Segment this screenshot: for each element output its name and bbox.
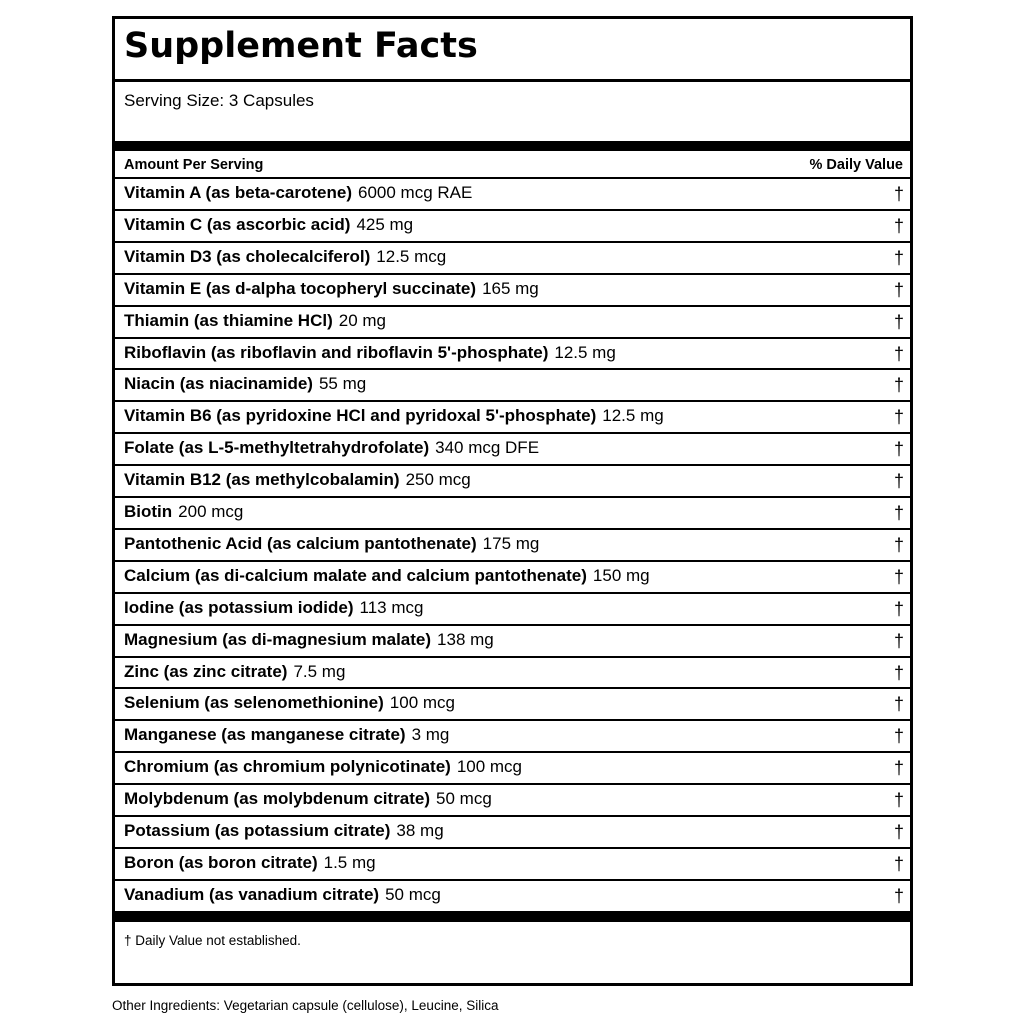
daily-value-dagger: †: [893, 726, 904, 747]
table-row: [115, 560, 910, 592]
nutrient-amount: 50 mcg: [385, 884, 441, 904]
daily-value-header: % Daily Value: [809, 157, 903, 173]
daily-value-dagger: †: [893, 885, 904, 906]
nutrient-name: Vitamin C (as ascorbic acid): [124, 214, 351, 234]
table-row: [115, 592, 910, 624]
daily-value-dagger: †: [893, 375, 904, 396]
daily-value-dagger: †: [893, 279, 904, 300]
table-row: [115, 624, 910, 656]
nutrient-label: [124, 661, 345, 683]
nutrient-name: Vanadium (as vanadium citrate): [124, 884, 380, 904]
nutrient-amount: 175 mg: [482, 533, 540, 553]
daily-value-dagger: †: [893, 822, 904, 842]
table-row: [115, 719, 910, 751]
nutrient-label: [124, 533, 539, 555]
nutrient-name: Biotin: [124, 502, 173, 521]
nutrient-name: Boron (as boron citrate): [124, 852, 318, 872]
table-row: [115, 337, 910, 369]
daily-value-dagger: †: [893, 853, 904, 874]
nutrient-name: Vitamin B12 (as methylcobalamin): [124, 470, 400, 490]
table-row: [115, 687, 910, 719]
nutrient-name: Zinc (as zinc citrate): [124, 661, 288, 681]
nutrient-amount: 7.5 mg: [293, 661, 346, 681]
table-bottom-divider: [115, 912, 910, 922]
nutrient-amount: 165 mg: [482, 278, 539, 298]
nutrient-amount: 12.5 mcg: [376, 246, 447, 266]
nutrient-amount: 150 mg: [592, 565, 650, 585]
table-row: [115, 528, 910, 560]
nutrient-name: Chromium (as chromium polynicotinate): [124, 757, 451, 777]
title-divider: [115, 79, 910, 82]
nutrient-amount: 6000 mcg RAE: [358, 183, 473, 202]
daily-value-dagger: †: [893, 694, 904, 715]
nutrient-label: [124, 437, 539, 459]
nutrient-name: Thiamin (as thiamine HCl): [124, 310, 333, 330]
nutrient-amount: 3 mg: [411, 725, 450, 745]
table-row: [115, 400, 910, 432]
table-row: [115, 783, 910, 815]
nutrient-label: [124, 469, 471, 491]
nutrient-name: Pantothenic Acid (as calcium pantothenate): [124, 533, 477, 553]
nutrient-label: [124, 405, 664, 427]
nutrient-label: [124, 884, 441, 906]
daily-value-dagger: †: [893, 630, 904, 651]
nutrient-name: Calcium (as di-calcium malate and calcium pantothenate): [124, 565, 587, 585]
nutrient-label: [124, 278, 539, 300]
daily-value-dagger: †: [893, 662, 904, 683]
daily-value-dagger: †: [893, 343, 904, 364]
daily-value-dagger: †: [893, 215, 904, 236]
nutrient-label: [124, 597, 423, 619]
table-row: [115, 464, 910, 496]
nutrient-amount: 12.5 mg: [602, 406, 664, 426]
nutrient-name: Niacin (as niacinamide): [124, 374, 313, 394]
table-row: [115, 177, 910, 209]
nutrient-label: [124, 214, 413, 236]
nutrient-label: [124, 373, 366, 395]
nutrient-amount: 250 mcg: [405, 470, 471, 490]
nutrient-name: Vitamin E (as d-alpha tocopheryl succinate): [124, 278, 477, 298]
table-row: [115, 751, 910, 783]
supplement-facts-panel: [112, 16, 913, 986]
nutrient-name: Riboflavin (as riboflavin and riboflavin 5'-phosphate): [124, 342, 549, 362]
nutrient-name: Magnesium (as di-magnesium malate): [124, 629, 432, 649]
table-row: [115, 368, 910, 400]
daily-value-dagger: †: [893, 407, 904, 428]
table-row: [115, 432, 910, 464]
nutrient-name: Vitamin D3 (as cholecalciferol): [124, 246, 371, 266]
nutrient-amount: 12.5 mg: [554, 342, 616, 362]
nutrient-name: Selenium (as selenomethionine): [124, 693, 384, 713]
nutrient-amount: 38 mg: [396, 821, 444, 840]
table-row: [115, 241, 910, 273]
nutrient-name: Potassium (as potassium citrate): [124, 821, 391, 840]
nutrient-amount: 55 mg: [318, 374, 367, 394]
nutrient-label: [124, 629, 494, 651]
serving-size: Serving Size: 3 Capsules: [124, 91, 314, 110]
nutrient-amount: 200 mcg: [178, 502, 244, 521]
nutrient-label: [124, 692, 455, 714]
nutrient-name: Vitamin B6 (as pyridoxine HCl and pyridoxal 5'-phosphate): [124, 406, 597, 426]
nutrient-label: [124, 342, 616, 364]
nutrient-name: Vitamin A (as beta-carotene): [124, 183, 352, 202]
daily-value-dagger: †: [893, 758, 904, 779]
table-row: [115, 879, 910, 911]
nutrient-name: Folate (as L-5-methyltetrahydrofolate): [124, 438, 430, 458]
table-row: [115, 209, 910, 241]
serving-divider: [115, 141, 910, 151]
panel-title: Supplement Facts: [124, 26, 478, 66]
daily-value-dagger: †: [893, 247, 904, 268]
nutrient-amount: 20 mg: [338, 310, 386, 330]
nutrient-amount: 100 mcg: [456, 757, 523, 777]
daily-value-dagger: †: [893, 790, 904, 811]
nutrient-amount: 425 mg: [356, 214, 414, 234]
nutrient-label: [124, 182, 472, 204]
daily-value-dagger: †: [893, 471, 904, 492]
nutrient-name: Manganese (as manganese citrate): [124, 725, 406, 745]
nutrient-amount: 340 mcg DFE: [435, 438, 540, 458]
table-header: [115, 153, 910, 177]
table-row: [115, 656, 910, 688]
nutrient-name: Molybdenum (as molybdenum citrate): [124, 789, 431, 809]
daily-value-dagger: †: [893, 598, 904, 619]
table-row: [115, 273, 910, 305]
footnote: † Daily Value not established.: [124, 933, 301, 948]
nutrient-amount: 138 mg: [437, 629, 494, 649]
nutrient-label: [124, 852, 376, 874]
nutrient-label: [124, 788, 492, 810]
daily-value-dagger: †: [893, 534, 904, 555]
nutrient-label: [124, 756, 522, 778]
nutrient-label: [124, 820, 444, 842]
nutrient-label: [124, 501, 243, 523]
table-row: [115, 305, 910, 337]
title-block: [115, 19, 910, 81]
daily-value-dagger: †: [893, 311, 904, 332]
nutrient-label: [124, 310, 386, 332]
table-row: [115, 815, 910, 847]
nutrient-amount: 1.5 mg: [323, 852, 376, 872]
nutrient-amount: 113 mcg: [359, 597, 424, 617]
nutrient-label: [124, 724, 449, 746]
daily-value-dagger: †: [893, 184, 904, 204]
daily-value-dagger: †: [893, 566, 904, 587]
table-row: [115, 847, 910, 879]
nutrient-label: [124, 246, 446, 268]
nutrient-label: [124, 565, 650, 587]
nutrient-amount: 50 mcg: [436, 789, 492, 809]
table-row: [115, 496, 910, 528]
amount-per-serving-header: Amount Per Serving: [124, 157, 264, 173]
other-ingredients: Other Ingredients: Vegetarian capsule (cellulose), Leucine, Silica: [112, 998, 499, 1013]
daily-value-dagger: †: [893, 503, 904, 523]
daily-value-dagger: †: [893, 439, 904, 460]
nutrient-name: Iodine (as potassium iodide): [124, 597, 354, 617]
nutrient-amount: 100 mcg: [389, 693, 455, 713]
